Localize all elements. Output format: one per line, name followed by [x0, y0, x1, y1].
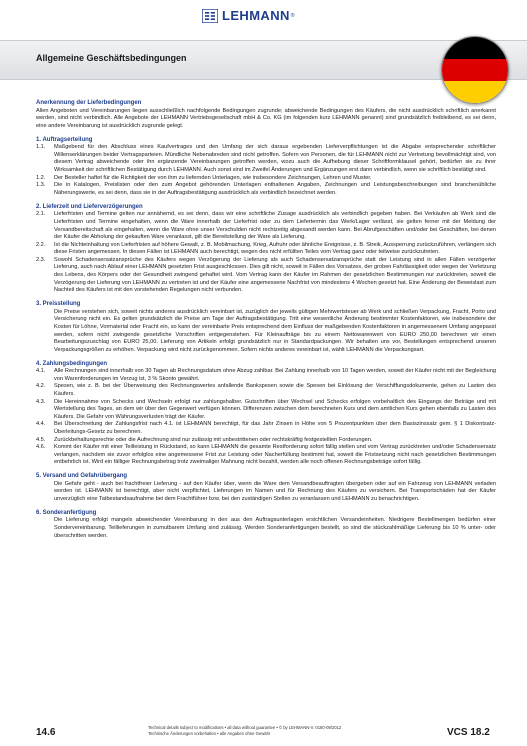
clause-number: 1.3. [36, 182, 46, 189]
section-versand [36, 473, 496, 503]
section-title: 3. Preisstellung [36, 301, 81, 308]
clause [36, 182, 496, 197]
clause-number: 4.2. [36, 383, 46, 390]
clause-number: 2.2. [36, 241, 46, 248]
clause [36, 437, 496, 445]
clause-number: 1.2. [36, 174, 46, 181]
clause-number: 4.6. [36, 444, 46, 451]
clause [36, 368, 496, 383]
section-title: 5. Versand und Gefahrübergang [36, 473, 128, 480]
clause-text: Kommt der Käufer mit einer Teilleistung in Rückstand, so kann LEHMANN die gesamte Restforderung sofort fällig stellen und vom Vertrag zurücktreten und/oder Schadensersatz verlangen, nachdem sie zuvor erfolglos eine angemessene Frist zur Leistung oder Nacherfüllung bestimmt hat, soweit die Fristsetzung nicht nach gesetzlichen Bestimmungen entbehrlich ist. Wird ein fälliger Rechnungsbetrag trotz zweimaliger Mahnung nicht bezahlt, werden alle noch offenen Rechnungsbeträge sofort fällig. [54, 444, 496, 466]
disclaimer-line-en: Technical details subject to modifications • all data without guarantee • © by LEHMANN-V. 0180-09/2012 [148, 725, 342, 730]
section-title: 1. Auftragserteilung [36, 136, 93, 143]
section-title: 2. Lieferzeit und Lieferverzögerungen [36, 203, 143, 210]
section-sonderanfertigung [36, 510, 496, 540]
section-text: Die Lieferung erfolgt mangels abweichender Vereinbarung in den aus den Auftragsunterlagen ersichtlichen Versandeinheiten. Niedrigere Bestellmengen bedürfen einer Sondervereinbarung. Teillieferungen in zumutbarem Umfang sind zulässig. Werden Sonderanfertigungen bestellt, so sind die stückzahlmäßige Lieferung bis 10 % unter- oder überschritten werden. [54, 517, 496, 539]
clause-number: 4.3. [36, 398, 46, 405]
clause [36, 211, 496, 241]
clause [36, 444, 496, 467]
clause-text: Sowohl Schadensersatzansprüche des Käufers wegen Verzögerung der Lieferung als auch Schadensersatzansprüche statt der Leistung sind in allen Fällen verzögerter Lieferung, auch nach Ablauf einer LEHMANN gesetzten Frist ausgeschlossen. Dies gilt nicht, soweit in Fällen des Vorsatzes, der groben Fahrlässigkeit oder wegen der Verletzung des Lebens, des Körpers oder der Gesundheit zwingend gehaftet wird. Vom Vertrag kann der Käufer im Rahmen der gesetzlichen Bestimmungen nur zurücktreten, soweit die Verzögerung der Lieferung von LEHMANN zu vertreten ist und der Käufer eine angemessene Nachfrist von mindestens 4 Wochen gesetzt hat. Eine Änderung der Beweislast zum Nachteil des Käufers ist mit den vorstehenden Regelungen nicht verbunden. [54, 256, 496, 294]
section-zahlungsbedingungen [36, 361, 496, 467]
catalog-code: VCS 18.2 [447, 727, 490, 738]
clause [36, 399, 496, 422]
clause-number: 4.5. [36, 436, 46, 443]
clause [36, 481, 496, 504]
german-flag-icon [441, 36, 509, 104]
intro-block [36, 100, 496, 130]
clause-text: Maßgebend für den Abschluss eines Kaufvertrages und den Umfang der sich daraus ergebenden Lieferverpflichtungen ist die Abgabe entsprechender schriftlicher Willenserklärungen beider Vertragsparteien. Mündliche Nebenabreden sind nicht getroffen. Sofern von Personen, die für LEHMANN nicht zur Vertretung bevollmächtigt sind, von diesem Vertrag abweichende oder ihn ergänzende Vereinbarungen getroffen werden, wozu auch die Aufhebung dieser Schriftformklausel gehört, bedürfen sie zu ihrer Wirksamkeit der schriftlichen Bestätigung durch LEHMANN. Auch sonst sind im Zweifel Änderungen und Ergänzungen erst dann verbindlich, wenn sie schriftlich bestätigt sind. [54, 144, 496, 174]
clause-text: Ist die Nichteinhaltung von Lieferfristen auf höhere Gewalt, z. B. Mobilmachung, Krieg, Aufruhr oder ähnliche Ereignisse, z. B. Streik, Aussperrung zurückzuführen, verlängern sich diese Fristen angemessen. In diesen Fällen ist LEHMANN auch berechtigt, wegen des nicht erfüllten Teiles vom Vertrag ganz oder teilweise zurückzutreten. [54, 241, 496, 256]
clause [36, 517, 496, 540]
clause-number: 1.1. [36, 144, 46, 151]
lehmann-logo [202, 9, 294, 23]
clause [36, 175, 496, 183]
section-title: 4. Zahlungsbedingungen [36, 360, 107, 367]
brand-name: LEHMANN [222, 8, 290, 23]
clause-text: Lieferfristen und Termine gelten nur annähernd, es sei denn, dass wir eine schriftliche Zusage ausdrücklich als verbindlich gegeben haben. Bei Verkäufen ab Werk sind die Lieferfristen und Termine eingehalten, wenn die Ware innerhalb der Lieferfrist oder zu dem Liefertermin das Werk/Lager verlässt, sie gelten ferner mit der Meldung der Versandbereitschaft als eingehalten, wenn die Ware ohne unser Verschulden nicht rechtzeitig abgesandt werden kann. Bei Abrufgeschäften und/oder bei Geschäften, bei denen der Käufer die Abholung der gekauften Ware veranlasst, gilt die Bereitstellung der Ware als Lieferung. [54, 211, 496, 241]
section-preisstellung [36, 301, 496, 354]
section-title: 6. Sonderanfertigung [36, 509, 97, 516]
footer-disclaimer [148, 725, 388, 737]
page-header [0, 0, 527, 34]
section-text: Die Gefahr geht - auch bei frachtfreier Lieferung - auf den Käufer über, wenn die Ware dem Versandbeauftragten übergeben oder auf ein Fahrzeug von LEHMANN verladen worden ist. LEHMANN ist berechtigt, aber nicht verpflichtet, Lieferungen im Namen und für Rechnung des Käufers zu versichern. Bei Transportschäden hat der Käufer unverzüglich eine Tatbestandsaufnahme bei dem Frachtführer bzw. bei den zuständigen Stellen zu veranlassen und LEHMANN zu benachrichtigen. [54, 480, 496, 502]
terms-content [36, 100, 496, 547]
clause-text: Zurückbehaltungsrechte oder die Aufrechnung sind nur zulässig mit unbestrittenen oder rechtskräftig festgestellten Forderungen. [54, 436, 373, 443]
clause-text: Alle Rechnungen sind innerhalb von 30 Tagen ab Rechnungsdatum ohne Abzug zahlbar. Bei Zahlung innerhalb von 10 Tagen werden, soweit der Käufer nicht mit der Begleichung von Warenforderungen im Verzug ist, 3 % Skonto gewährt. [54, 368, 496, 382]
clause-number: 4.4. [36, 421, 46, 428]
clause-number: 2.3. [36, 256, 46, 263]
clause [36, 383, 496, 398]
flag-stripe-red [442, 59, 508, 81]
section-auftragserteilung [36, 137, 496, 198]
lehmann-logo-icon [202, 9, 218, 23]
page-title: Allgemeine Geschäftsbedingungen [36, 53, 187, 63]
clause-text: Die Hereinnahme von Schecks und Wechseln erfolgt nur zahlungshalber. Gutschriften über Wechsel und Schecks erfolgen vorbehaltlich des Eingangs der Beträge und mit Wertstellung des Tages, an dem wir über den Gegenwert verfügen können. Differenzen zwischen dem berechneten Kurs und dem amtlichen Kurs gehen ebenfalls zu Lasten des Käufers. Die Gefahr von Währungsverlusten trägt der Käufer. [54, 398, 496, 420]
intro-heading: Anerkennung der Lieferbedingungen [36, 100, 142, 106]
clause [36, 309, 496, 355]
clause [36, 421, 496, 436]
clause-text: Die in Katalogen, Preislisten oder den zum Angebot gehörenden Unterlagen enthaltenen Angaben, Zeichnungen und Leistungsbeschreibungen sind branchenübliche Näherungswerte, es sei denn, dass sie in der Auftragsbestätigung ausdrücklich als verbindlich bezeichnet werden. [54, 182, 496, 196]
clause-text: Spesen, wie z. B. bei der Überweisung des Rechnungswertes anfallende Bankspesen sowie die Spesen bei Einlösung der Verschiffungsdokumente, gehen zu Lasten des Käufers. [54, 383, 496, 397]
clause [36, 242, 496, 257]
page-footer [0, 719, 527, 746]
intro-text: Allen Angeboten und Vereinbarungen liegen ausschließlich nachfolgende Bedingungen zugrunde; abweichende Bedingungen des Käufers, die nicht ausdrücklich schriftlich anerkannt werden, sind nicht verbindlich. Alle Angebote der LEHMANN Vertriebsgesellschaft mbH & Co. KG (im folgenden kurz LEHMANN genannt) sind grundsätzlich freibleibend, es sei denn, eine andere Vereinbarung ist ausdrücklich zugrunde gelegt. [36, 107, 496, 129]
disclaimer-line-de: Technische Änderungen vorbehalten • alle Angaben ohne Gewähr [148, 731, 271, 736]
clause-text: Bei Überschreitung der Zahlungsfrist nach 4.1. ist LEHMANN berechtigt, für das Jahr Zinsen in Höhe von 5 Prozentpunkten über dem Basiszinssatz gem. § 1 Diskontsatz-Überleitungs-Gesetz zu berechnen. [54, 421, 496, 435]
clause [36, 257, 496, 295]
clause-text: Der Besteller haftet für die Richtigkeit der von ihm zu liefernden Unterlagen, wie insbesondere Zeichnungen, Lehren und Muster. [54, 174, 372, 181]
trademark-symbol: ® [290, 13, 295, 19]
clause-number: 2.1. [36, 211, 46, 218]
clause [36, 144, 496, 174]
clause-number: 4.1. [36, 368, 46, 375]
page-number: 14.6 [36, 727, 56, 738]
section-text: Die Preise verstehen sich, soweit nichts anderes ausdrücklich vereinbart ist, zuzüglich der jeweils gültigen Mehrwertsteuer ab Werk und schließen Verpackung, Fracht, Porto und Versicherung nicht ein. Es gelten grundsätzlich die Preise am Tage der Auftragsbestätigung. Tritt eine wesentliche Änderung bestimmter Kostenfaktoren, wie insbesondere der Kosten für Löhne, Vormaterial oder Fracht ein, so kann der vereinbarte Preis entsprechend dem Einfluss der maßgebenden Kostenfaktoren in angemessenem Umfang angepasst werden, sofern nicht zwingende gesetzliche Vorschriften entgegenstehen. Für Kleinaufträge bis zu einem Nettowarenwert von EURO 250,00 berechnen wir einen Bearbeitungszuschlag von EURO 25,00. Lieferung von Artikeln erfolgt grundsätzlich nur in Standardpackungen. Wir behalten uns vor, Bestellungen entsprechend unseren Verpackungsgrößen zu erhöhen. Verpackung wird nicht zurückgenommen. Sofern nichts anderes vereinbart ist, wählt LEHMANN die Verpackungsart. [54, 308, 496, 353]
section-lieferzeit [36, 204, 496, 295]
